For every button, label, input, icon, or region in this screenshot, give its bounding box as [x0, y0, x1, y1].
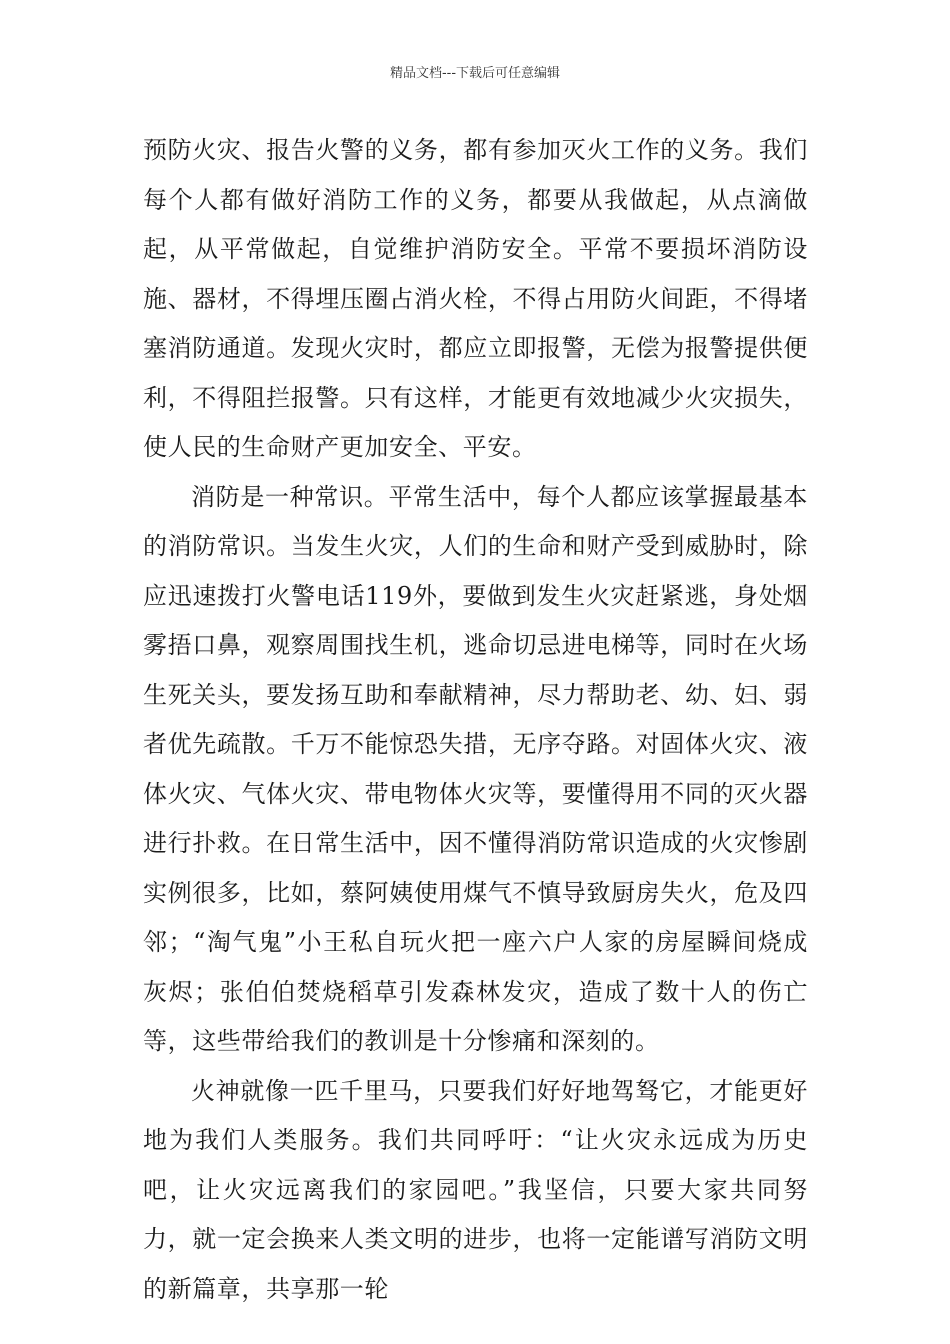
paragraph-closing-appeal: 火神就像一匹千里马，只要我们好好地驾驽它，才能更好地为我们人类服务。我们共同呼吁：“让火灾永远成为历史吧，让火灾远离我们的家园吧。”我坚信，只要大家共同努力，就一定会换来人类文明的进步，也将一定能谱写消防文明的新篇章，共享那一轮: [143, 1076, 808, 1303]
paragraph-continuation: 预防火灾、报告火警的义务，都有参加灭火工作的义务。我们每个人都有做好消防工作的义务，都要从我做起，从点滴做起，从平常做起，自觉维护消防安全。平常不要损坏消防设施、器材，不得埋压圈占消火栓，不得占用防火间距，不得堵塞消防通道。发现火灾时，都应立即报警，无偿为报警提供便利，不得阻拦报警。只有这样，才能更有效地减少火灾损失，使人民的生命财产更加安全、平安。: [143, 136, 808, 461]
paragraph-fire-knowledge: 消防是一种常识。平常生活中，每个人都应该掌握最基本的消防常识。当发生火灾，人们的生命和财产受到威胁时，除应迅速拨打火警电话119外，要做到发生火灾赶紧逃，身处烟雾捂口鼻，观察周围找生机，逃命切忌进电梯等，同时在火场生死关头，要发扬互助和奉献精神，尽力帮助老、幼、妇、弱者优先疏散。千万不能惊恐失措，无序夺路。对固体火灾、液体火灾、气体火灾、带电物体火灾等，要懂得用不同的灭火器进行扑救。在日常生活中，因不懂得消防常识造成的火灾惨剧实例很多，比如，蔡阿姨使用煤气不慎导致厨房失火，危及四邻；“淘气鬼”小王私自玩火把一座六户人家的房屋瞬间烧成灰烬；张伯伯焚烧稻草引发森林发灾，造成了数十人的伤亡等，这些带给我们的教训是十分惨痛和深刻的。: [143, 482, 808, 1055]
page-header: 精品文档---下载后可任意编辑: [389, 66, 561, 81]
document-body: [143, 126, 808, 1314]
